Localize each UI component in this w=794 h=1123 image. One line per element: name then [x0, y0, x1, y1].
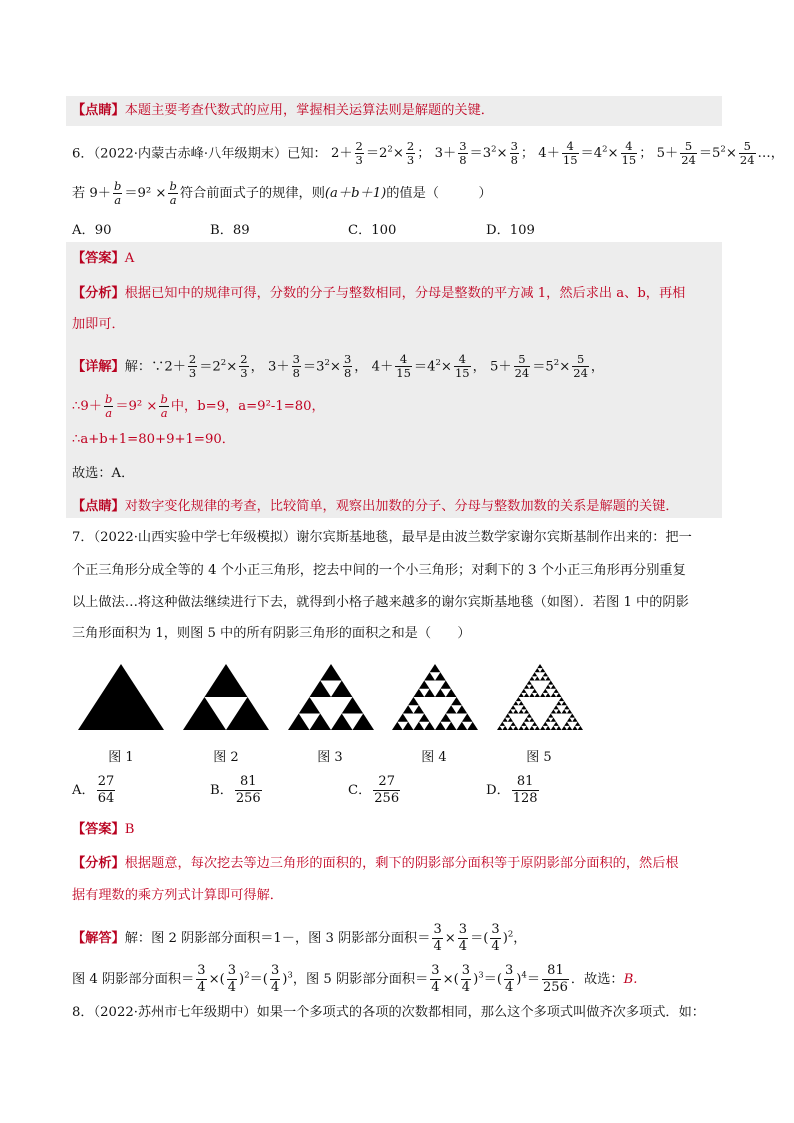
q7-solution-l1: 【解答】解：图 2 阴影部分面积＝1－，图 3 阴影部分面积＝ $\frac{3}{4}$ × $\frac{3}{4}$ ＝( $\frac{3}{4}$ )$^2$，: [72, 922, 527, 954]
q6-analysis-l1: 【分析】根据已知中的规律可得，分数的分子与整数相同，分母是整数的平方减 1，然后求出 a、b，再相: [72, 286, 686, 301]
q7-solution-l2: 图 4 阴影部分面积＝ $\frac{3}{4}$ ×( $\frac{3}{4}$ )$^2$＝( $\frac{3}{4}$ )$^3$，图 5 阴影部分面积＝ $\frac{3}{4}$ ×( $\frac{3}{4}$ )$^3$＝( $\frac{3}{4}$ )$^4$＝ $\frac{81}{256}$ ．故选：B.: [72, 963, 638, 995]
figure-caption-2: 图 2: [213, 750, 239, 765]
sierpinski-figure-5: [495, 662, 585, 732]
q6-option-b: B．89: [210, 223, 250, 238]
q8-stem-l1: 8．（2022·苏州市七年级期中）如果一个多项式的各项的次数都相同，那么这个多项式叫做齐次多项式．如：: [72, 1005, 705, 1020]
sierpinski-figure-3: [286, 662, 376, 732]
sierpinski-figure-4: [390, 662, 480, 732]
sierpinski-figure-2: [181, 662, 271, 732]
remark-text: 本题主要考查代数式的应用，掌握相关运算法则是解题的关键．: [124, 103, 494, 118]
q6-stem-line1: [72, 139, 784, 167]
q6-option-d: D．109: [486, 223, 535, 238]
q6-choice: 故选：A．: [72, 466, 135, 481]
q7-stem-l4: 三角形面积为 1，则图 5 中的所有阴影三角形的面积之和是（ ）: [72, 626, 471, 641]
q6-answer: 【答案】A: [72, 251, 135, 266]
q5-remark: [72, 100, 494, 122]
q7-analysis-l1: 【分析】根据题意，每次挖去等边三角形的面积的，剩下的阴影部分面积等于原阴影部分面积的，然后根: [72, 856, 679, 871]
q7-stem-l3: 以上做法…将这种做法继续进行下去，就得到小格子越来越多的谢尔宾斯基地毯（如图）．若图 1 中的阴影: [72, 595, 689, 610]
q7-option-c: C． $\frac{27}{256}$: [348, 774, 400, 806]
q6-option-a: A．90: [72, 223, 112, 238]
q7-option-a: A． $\frac{27}{64}$: [72, 774, 115, 806]
q7-option-b: B． $\frac{81}{256}$: [210, 774, 261, 806]
q6-derive-l1: ∴9＋ $\frac{b}{a}$ ＝9² × $\frac{b}{a}$ 中，b=9，a=9²-1=80，: [72, 392, 325, 420]
q6-detail: 【详解】解：∵2＋ $\frac{2}{3}$ $=2^2\times$ $\frac{2}{3}$ ， 3＋ $\frac{3}{8}$ $=3^2\times$ $\frac{3}{8}$ ， 4＋ $\frac{4}{15}$ $=4^2\times$ $\frac{4}{15}$ ， 5＋ $\frac{5}{24}$ $=5^2\times$ $\frac{5}{24}$ ，: [72, 352, 605, 381]
figure-caption-1: 图 1: [108, 750, 134, 765]
q7-answer: 【答案】B: [72, 822, 135, 837]
q7-stem-l2: 个正三角形分成全等的 4 个小正三角形，挖去中间的一个小三角形；对剩下的 3 个小正三角形再分别重复: [72, 563, 686, 578]
q7-stem-l1: 7．（2022·山西实验中学七年级模拟）谢尔宾斯基地毯，最早是由波兰数学家谢尔宾斯基制作出来的：把一: [72, 530, 692, 545]
remark-tag: 【点睛】: [72, 103, 125, 118]
figure-caption-4: 图 4: [421, 750, 447, 765]
q6-derive-l2: ∴a+b+1=80+9+1=90．: [72, 432, 235, 447]
q7-analysis-l2: 据有理数的乘方列式计算即可得解．: [72, 888, 283, 903]
q6-remark: 【点睛】对数字变化规律的考查，比较简单，观察出加数的分子、分母与整数加数的关系是解题的关键．: [72, 499, 679, 514]
sierpinski-figure-1: [76, 662, 166, 732]
q6-stem-prefix: 6．（2022·内蒙古赤峰·八年级期末）已知：: [72, 146, 327, 162]
q6-option-c: C．100: [348, 223, 397, 238]
figure-caption-3: 图 3: [317, 750, 343, 765]
figure-caption-5: 图 5: [526, 750, 552, 765]
q6-equations: 2＋ $\frac{2}{3}$ $=2^2\times$ $\frac{2}{3}$ ； 3＋ $\frac{3}{8}$ $=3^2\times$ $\frac{3}{8}$ ； 4＋ $\frac{4}{15}$ $=4^2\times$ $\frac{4}{15}$ ； 5＋ $\frac{5}{24}$ $=5^2\times$ $\frac{5}{24}$ …，: [330, 139, 784, 168]
q6-stem-line2: 若 9＋ $\frac{b}{a}$ ＝9² × $\frac{b}{a}$ 符合前面式子的规律，则(a＋b＋1)的值是（ ）: [72, 179, 492, 207]
q7-option-d: D． $\frac{81}{128}$: [486, 774, 538, 806]
q6-analysis-l2: 加即可．: [72, 317, 125, 332]
